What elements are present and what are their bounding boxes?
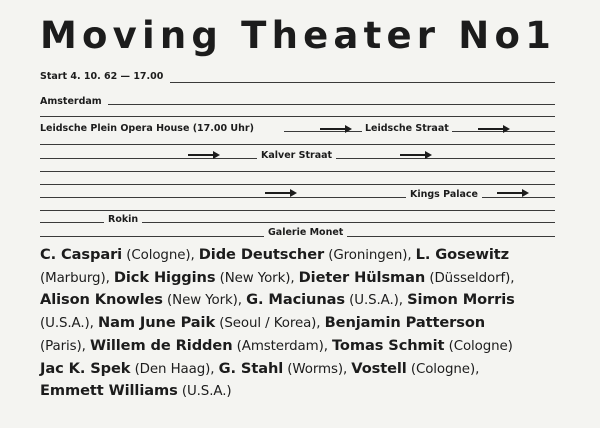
ruled-line (170, 82, 555, 83)
start-date: Start 4. 10. 62 — 17.00 (40, 71, 166, 82)
participant-name: C. Caspari (40, 246, 123, 263)
participant-city: (Groningen), (324, 248, 416, 263)
stop-kings-palace: Kings Palace (406, 189, 482, 200)
participant-line (40, 380, 570, 403)
participant-name: G. Maciunas (246, 291, 345, 309)
stop-rokin: Rokin (104, 214, 142, 225)
participant-city: (Seoul / Korea), (215, 316, 325, 332)
arrow-right-icon (188, 151, 220, 159)
ruled-line (40, 116, 555, 117)
arrow-right-icon (400, 151, 432, 159)
ruled-line (108, 104, 555, 105)
participant-city: (Den Haag), (130, 361, 219, 377)
stop-leidsche-straat: Leidsche Straat (362, 123, 452, 134)
participant-city: (Amsterdam), (232, 338, 333, 354)
participant-name: Simon Morris (407, 291, 515, 309)
stop-opera-house: Leidsche Plein Opera House (17.00 Uhr) (40, 123, 257, 134)
participant-city: (Cologne), (406, 361, 480, 377)
participant-city: (U.S.A.) (177, 384, 232, 400)
participant-city: (Cologne), (122, 248, 199, 263)
participant-city: (New York), (162, 293, 247, 309)
participant-name: Benjamin Patterson (324, 314, 486, 332)
participant-name: Tomas Schmit (332, 336, 445, 354)
participant-city: (Marburg), (40, 270, 114, 286)
participant-name: Vostell (351, 359, 407, 377)
participant-name: Dide Deutscher (198, 246, 325, 263)
stop-kalver-straat: Kalver Straat (257, 150, 336, 161)
arrow-right-icon (320, 125, 352, 133)
arrow-right-icon (478, 125, 510, 133)
participant-name: G. Stahl (218, 359, 284, 377)
participant-name: Nam June Paik (97, 314, 216, 332)
participant-city: (U.S.A.), (40, 316, 98, 332)
participant-name: L. Gosewitz (415, 246, 510, 263)
participant-line (40, 267, 570, 290)
city-label: Amsterdam (40, 96, 105, 107)
participant-name: Willem de Ridden (89, 336, 233, 354)
participant-city: (Cologne) (444, 338, 513, 354)
participant-city: (Worms), (283, 361, 352, 377)
ruled-line (40, 184, 555, 185)
participant-city: (New York), (215, 270, 299, 286)
participant-city: (Paris), (40, 338, 90, 354)
participant-name: Dick Higgins (113, 268, 216, 286)
participant-name: Alison Knowles (40, 291, 163, 309)
arrow-right-icon (265, 189, 297, 197)
participant-name: Emmett Williams (40, 382, 178, 400)
page-title: Moving Theater No1 (40, 14, 557, 57)
arrow-right-icon (497, 189, 529, 197)
ruled-line (40, 210, 555, 211)
participant-line (40, 312, 570, 335)
participant-list (40, 244, 570, 403)
participant-line (40, 244, 570, 267)
participant-name: Jac K. Spek (40, 359, 131, 377)
participant-line (40, 358, 570, 381)
ruled-line (40, 144, 555, 145)
participant-city: (Düsseldorf), (425, 270, 515, 286)
participant-line (40, 335, 570, 358)
stop-galerie-monet: Galerie Monet (264, 227, 347, 238)
participant-name: Dieter Hülsman (298, 268, 426, 286)
ruled-line (40, 171, 555, 172)
participant-line (40, 289, 570, 312)
participant-city: (U.S.A.), (344, 293, 408, 309)
